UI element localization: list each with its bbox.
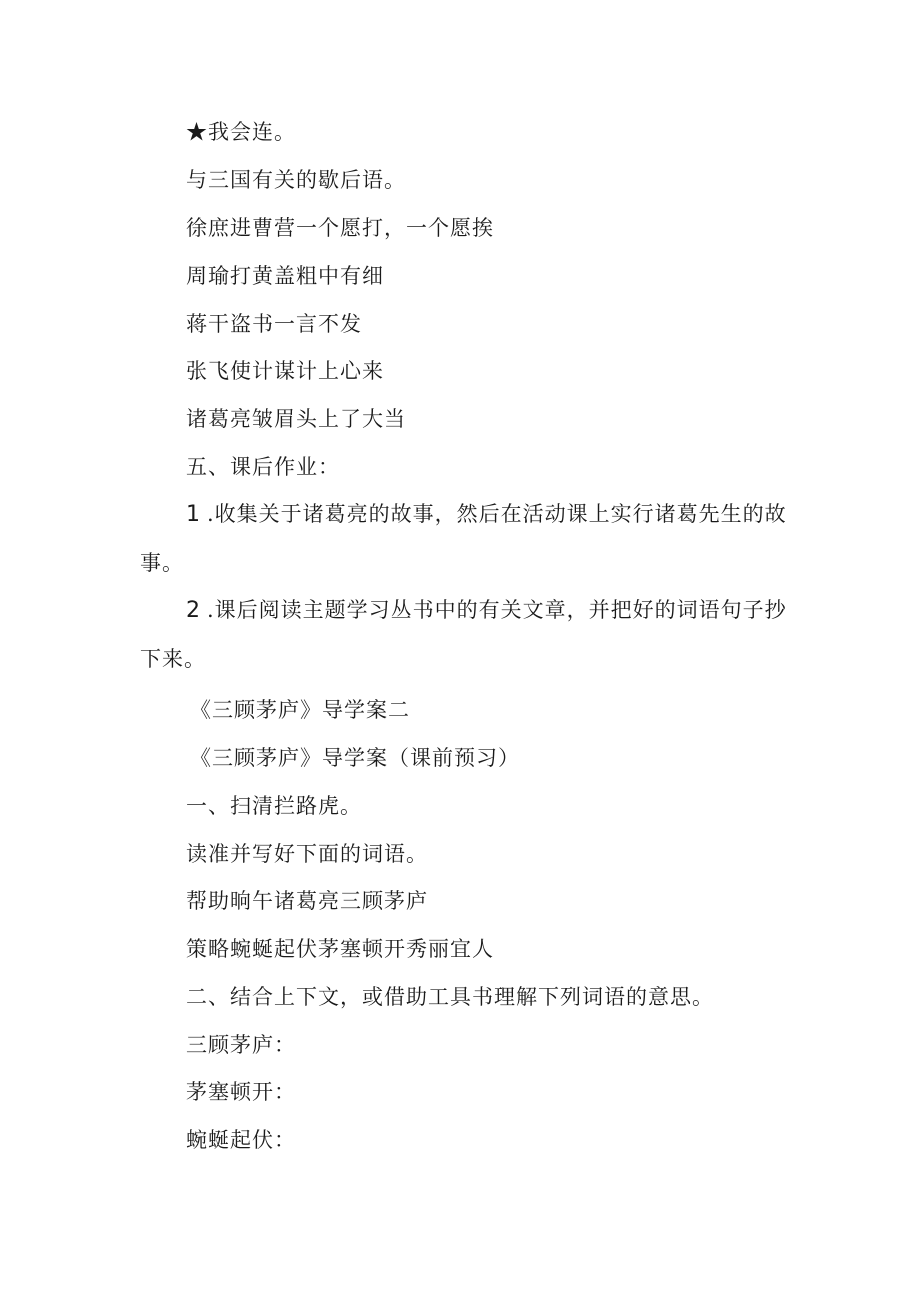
proverb-line-3: 蒋干盗书一言不发 — [186, 312, 362, 336]
section1-instruction: 读准并写好下面的词语。 — [186, 842, 428, 866]
vocab-line-1: 帮助晌午诸葛亮三顾茅庐 — [186, 889, 428, 913]
proverb-line-2: 周瑜打黄盖粗中有细 — [186, 264, 384, 288]
proverb-line-1: 徐庶进曹营一个愿打，一个愿挨 — [186, 216, 494, 240]
term-maosedunkai: 茅塞顿开： — [186, 1080, 296, 1104]
connect-intro: 与三国有关的歇后语。 — [186, 168, 406, 192]
homework-item-2-text: .课后阅读主题学习丛书中的有关文章，并把好的词语句子抄下来。 — [140, 598, 787, 671]
connect-heading: ★我会连。 — [186, 120, 296, 144]
homework-heading: 五、课后作业： — [186, 455, 340, 479]
term-wanyanqifu: 蜿蜒起伏： — [186, 1128, 296, 1152]
homework-item-1 — [140, 490, 790, 587]
homework-item-1-number: 1 — [186, 502, 201, 527]
plan-two-title: 《三顾茅庐》导学案二 — [190, 698, 410, 722]
section1-heading: 一、扫清拦路虎。 — [186, 794, 362, 818]
term-sangumaolu: 三顾茅庐： — [186, 1033, 296, 1057]
proverb-line-4: 张飞使计谋计上心来 — [186, 359, 384, 383]
section2-heading: 二、结合上下文，或借助工具书理解下列词语的意思。 — [186, 985, 714, 1009]
plan-two-subtitle: 《三顾茅庐》导学案（课前预习） — [190, 746, 520, 770]
homework-item-1-text: .收集关于诸葛亮的故事，然后在活动课上实行诸葛先生的故事。 — [140, 502, 787, 575]
homework-item-2-number: 2 — [186, 598, 201, 623]
vocab-line-2: 策略蜿蜒起伏茅塞顿开秀丽宜人 — [186, 937, 494, 961]
homework-item-2 — [140, 586, 790, 683]
proverb-line-5: 诸葛亮皱眉头上了大当 — [186, 407, 406, 431]
